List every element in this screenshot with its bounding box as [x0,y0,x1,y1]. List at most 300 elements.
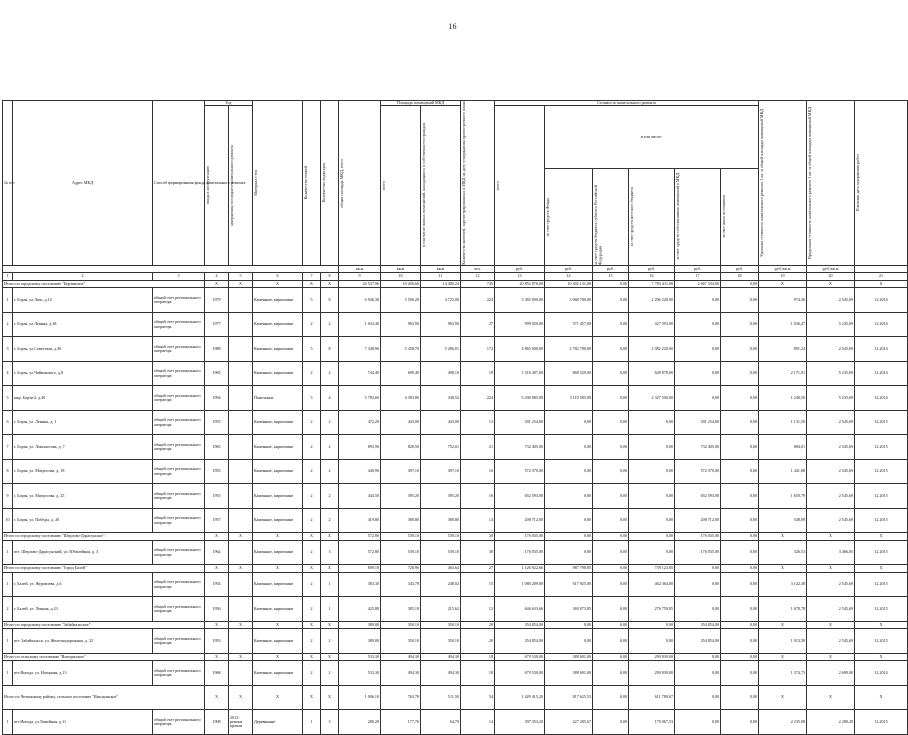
row-floors: 1 [303,710,321,735]
row-value: 5 458,70 [381,337,421,362]
row-method: общий счет регионального оператора [153,361,205,386]
subtotal-cell: X [229,280,253,288]
row-entrances: 2 [321,435,339,460]
row-value: 501 254,00 [495,410,545,435]
row-value: 2 545,69 [807,629,855,654]
row-year-last-repair: 2013-ремонт кровли [229,710,253,735]
row-value: 0,00 [721,361,759,386]
subtotal-cell: X [205,685,229,710]
row-year-last-repair [229,540,253,565]
row-value: 224 [461,386,495,411]
table-row [3,288,908,313]
row-entrances: 2 [321,410,339,435]
row-value: 0,00 [629,540,675,565]
subtotal-cell: X [229,685,253,710]
row-number: 1 [3,710,13,735]
row-value: 5 783,60 [339,386,381,411]
row-value: 354 854,00 [495,629,545,654]
subtotal-label: Итого по городскому поселению "Забайкальское": [3,621,205,629]
row-value: 4 383,80 [381,386,421,411]
column-number: 4 [205,273,229,281]
row-year-commission: 1994 [205,386,229,411]
row-value: 679 530,00 [495,661,545,686]
row-number: 1 [3,288,13,313]
row-value: 1 518 407,00 [495,361,545,386]
row-method: общий счет регионального оператора [153,710,205,735]
subtotal-row [3,533,908,541]
subtotal-cell: X [759,685,807,710]
row-method: общий счет регионального оператора [153,288,205,313]
row-year-commission: 1962 [205,540,229,565]
subtotal-cell: X [303,685,321,710]
table-row [3,661,908,686]
row-value: 572 370,00 [675,459,721,484]
row-value: 2 782 780,00 [545,337,593,362]
row-value: 397,10 [421,459,461,484]
column-number: 20 [807,273,855,281]
subtotal-label: Итого по Читинскому району, сельское поселение "Ингодинское" [3,685,205,710]
subtotal-cell: 54 [461,685,495,710]
subtotal-cell: 0,00 [593,280,629,288]
row-value: 5 286,01 [421,337,461,362]
row-value: 176 035,00 [675,540,721,565]
subtotal-cell: X [229,621,253,629]
row-value: 0,00 [675,572,721,597]
header-incl: в том числе: [545,106,759,168]
row-floors: 2 [303,410,321,435]
row-value: 0,00 [721,337,759,362]
row-value: 1 441,88 [759,459,807,484]
header-wall-material: Материал стен [253,170,258,196]
subtotal-cell: 290 839,00 [629,653,675,661]
row-method: общий счет регионального оператора [153,572,205,597]
subtotal-cell: 728,96 [381,565,421,573]
row-value: 649 878,00 [629,361,675,386]
row-address: г. Балей, ул. Журавлева, д.6 [13,572,153,597]
header-cost-all: всего [495,180,501,191]
row-method: общий счет регионального оператора [153,661,205,686]
row-entrances: 8 [321,337,339,362]
row-value: 0,00 [721,710,759,735]
row-value: 3 110 585,00 [545,386,593,411]
table-row [3,386,908,411]
row-year-commission: 1979 [205,288,229,313]
row-floors: 2 [303,629,321,654]
row-value: 0,00 [545,435,593,460]
row-value: 0,00 [629,629,675,654]
row-method: общий счет регионального оператора [153,484,205,509]
row-value: 0,00 [593,435,629,460]
subtotal-cell: X [321,653,339,661]
row-value: 0,00 [629,508,675,533]
subtotal-cell: 19 456,60 [381,280,421,288]
row-value: 0,00 [593,661,629,686]
table-row [3,540,908,565]
row-value: 0,00 [593,710,629,735]
subtotal-cell: X [807,533,855,541]
header-cost-region: за счет средств бюджета субъекта Российской Федерации [593,184,603,265]
header-area-all: всего [381,180,386,191]
row-floors: 5 [303,288,321,313]
row-floors: 2 [303,508,321,533]
row-value: 395,20 [381,484,421,509]
row-value: 893,90 [339,435,381,460]
row-value: 30 [461,540,495,565]
row-year-last-repair [229,435,253,460]
row-value: 20 [461,629,495,654]
row-number: 1 [3,572,13,597]
subtotal-cell: 0,00 [629,621,675,629]
column-number: 3 [153,273,205,281]
header-method: Способ формирования фонда капитального ремонта [153,101,205,266]
subtotal-cell: 763,78 [381,685,421,710]
row-value: 224 [461,288,495,313]
row-value: 0,00 [721,597,759,622]
row-value: 7 348,96 [339,337,381,362]
subtotal-cell: 745 [461,280,495,288]
row-year-commission: 1957 [205,508,229,533]
table-row [3,410,908,435]
row-value: 1 650,79 [759,484,807,509]
row-value: 280,20 [339,710,381,735]
unit-cell: руб. [495,265,545,273]
subtotal-cell: X [807,621,855,629]
column-number: 19 [759,273,807,281]
subtotal-cell: 30 [461,533,495,541]
subtotal-cell: X [855,533,908,541]
row-value: 18 [461,661,495,686]
row-year-commission: 1955 [205,484,229,509]
row-value: 350,10 [421,629,461,654]
row-value: 2 280,20 [807,710,855,735]
row-value: 350,10 [381,629,421,654]
row-wall-material: Каменные, кирпичные [253,435,303,460]
column-number: 8 [321,273,339,281]
column-number: 17 [675,273,721,281]
subtotal-cell: X [759,565,807,573]
row-value: 12.2014 [855,386,908,411]
row-value: 539,10 [381,540,421,565]
row-entrances: 3 [321,710,339,735]
table-row [3,597,908,622]
row-value: 5 235,69 [807,386,855,411]
row-value: 0,00 [593,597,629,622]
unit-cell: руб. [629,265,675,273]
row-value: 3 466,05 [807,540,855,565]
row-number: 2 [3,597,13,622]
row-value: 0,00 [545,410,593,435]
subtotal-cell: 809,18 [339,565,381,573]
row-address: г. Борзя, ул. Ломоносова, д. 7 [13,435,153,460]
row-entrances: 8 [321,288,339,313]
subtotal-cell: 0,00 [721,621,759,629]
row-address: пгт. Шерлово-Дарасунский, ул. Юбилейная, д. 3 [13,540,153,565]
row-floors: 2 [303,435,321,460]
row-method: общий счет регионального оператора [153,312,205,337]
subtotal-cell: X [855,621,908,629]
subtotal-cell: 7 783 411,00 [629,280,675,288]
column-numbers-row [3,273,908,281]
row-year-last-repair [229,337,253,362]
row-floors: 2 [303,459,321,484]
row-value: 0,00 [545,459,593,484]
subtotal-cell: X [303,280,321,288]
unit-cell: руб. [545,265,593,273]
subtotal-row [3,653,908,661]
subtotal-cell: 539,10 [381,533,421,541]
row-wall-material: Каменные, кирпичные [253,288,303,313]
subtotal-cell: 533,30 [339,653,381,661]
subtotal-cell: 354 854,00 [495,621,545,629]
row-year-commission: 1953 [205,629,229,654]
subtotal-cell: 388 691,00 [545,653,593,661]
table-row [3,484,908,509]
row-floors: 2 [303,484,321,509]
row-value: 343,78 [381,572,421,597]
row-entrances: 2 [321,484,339,509]
row-number: 10 [3,508,13,533]
subtotal-row [3,621,908,629]
column-number: 1 [3,273,13,281]
row-value: 472,20 [339,410,381,435]
row-value: 652 593,00 [495,484,545,509]
column-number: 10 [381,273,421,281]
row-value: 1 374,73 [759,661,807,686]
row-value: 27 [461,312,495,337]
subtotal-cell: 24 537,96 [339,280,381,288]
row-value: 2 296 220,00 [629,288,675,313]
row-value: 21 [461,435,495,460]
row-value: 0,00 [721,540,759,565]
subtotal-cell: X [205,565,229,573]
subtotal-cell: 1 006,10 [339,685,381,710]
row-number: 3 [3,337,13,362]
subtotal-cell: 739 123,85 [629,565,675,573]
subtotal-cell: 0,00 [721,565,759,573]
subtotal-cell: 0,00 [721,533,759,541]
row-entrances: 2 [321,459,339,484]
row-value: 0,00 [721,410,759,435]
row-year-commission: 1908 [205,710,229,735]
row-value: 0,00 [721,312,759,337]
subtotal-cell: 27 [461,565,495,573]
subtotal-cell: 176 035,00 [675,533,721,541]
row-value: 0,00 [675,661,721,686]
row-value: 0,00 [675,710,721,735]
row-value: 1 043,40 [339,312,381,337]
subtotal-cell: X [759,280,807,288]
header-year-group: Год [205,101,253,106]
subtotal-cell: 494,30 [381,653,421,661]
subtotal-cell: 1 429 415,20 [495,685,545,710]
row-address: г. Борзя, ул. Матросова, д. 25 [13,484,153,509]
row-value: 12 [461,597,495,622]
row-value: 389,00 [339,629,381,654]
row-number: 2 [3,312,13,337]
column-number: 7 [303,273,321,281]
column-number: 16 [629,273,675,281]
column-number: 5 [229,273,253,281]
capital-repair-table-wrapper [2,100,903,735]
row-address: г. Борзя, ул. Победы, д. 20 [13,508,153,533]
row-address: г. Балей, ул. Ленина, д.23 [13,597,153,622]
unit-cell: руб./кв.м [807,265,855,273]
row-value: 13 [461,410,495,435]
row-value: 963,90 [421,312,461,337]
row-address: мкр. Борзя-2, д.40 [13,386,153,411]
row-value: 14 [461,710,495,735]
row-value: 0,00 [721,386,759,411]
row-value: 0,00 [545,629,593,654]
subtotal-cell: 0,00 [593,621,629,629]
row-value: 0,00 [593,410,629,435]
subtotal-cell: X [855,685,908,710]
row-wall-material: Деревянные [253,710,303,735]
row-value: 18 [461,361,495,386]
row-value: 444,50 [339,484,381,509]
row-address: г. Борзя, ул.Ленина, д.38 [13,312,153,337]
row-method: общий счет регионального оператора [153,386,205,411]
row-value: 2 690,00 [807,661,855,686]
row-value: 369 873,85 [545,597,593,622]
subtotal-cell: 354 854,00 [675,621,721,629]
subtotal-cell: 0,00 [593,685,629,710]
header-cost-fund: за счет средств Фонда [545,197,551,237]
row-value: 6 946,30 [339,288,381,313]
row-number: 9 [3,484,13,509]
row-entrances: 2 [321,629,339,654]
row-value: 0,00 [629,410,675,435]
row-value: 4 865 000,00 [495,337,545,362]
row-wall-material: Каменные, кирпичные [253,361,303,386]
row-value: 12.2014 [855,361,908,386]
row-value: 732 405,00 [495,435,545,460]
row-value: 0,00 [593,508,629,533]
table-body [3,280,908,734]
row-value: 172 [461,337,495,362]
row-value: 12.2014 [855,661,908,686]
row-value: 177,76 [381,710,421,735]
row-value: 2 545,69 [807,484,855,509]
row-value: 0,00 [675,597,721,622]
row-wall-material: Каменные, кирпичные [253,597,303,622]
row-value: 0,00 [593,361,629,386]
header-floors: Количество этажей [303,166,308,200]
subtotal-cell: 817 625,53 [545,685,593,710]
subtotal-cell: 20 852 876,00 [495,280,545,288]
row-value: 16 [461,484,495,509]
row-number: 8 [3,459,13,484]
unit-cell: руб./кв.м [759,265,807,273]
subtotal-cell: X [759,653,807,661]
row-wall-material: Каменные, кирпичные [253,312,303,337]
header-cost-other: за счет иных источников [721,195,727,239]
row-number: 1 [3,629,13,654]
subtotal-cell: X [205,533,229,541]
row-wall-material: Каменные, кирпичные [253,661,303,686]
row-value: 5 506,20 [381,288,421,313]
row-number: 6 [3,410,13,435]
row-wall-material: Каменные, кирпичные [253,459,303,484]
subtotal-cell: 0,00 [675,685,721,710]
row-value: 494,30 [421,661,461,686]
header-limit-cost: Предельная стоимость капитального ремонта 1 кв. м общей площади помещений МКД [807,106,813,260]
row-entrances: 2 [321,661,339,686]
row-value: 0,00 [629,435,675,460]
row-value: 0,00 [593,312,629,337]
row-number: 7 [3,435,13,460]
row-year-commission: 1955 [205,459,229,484]
row-value: 571 457,00 [545,312,593,337]
row-value: 440,90 [339,459,381,484]
header-unit-cost: Удельная стоимость капитального ремонта 1 кв. м общей площади помещений МКД [759,108,765,257]
row-value: 12.2015 [855,435,908,460]
row-value: 16 [461,459,495,484]
row-value: 227 285,67 [545,710,593,735]
subtotal-cell: X [321,621,339,629]
row-value: 12.2015 [855,572,908,597]
column-number: 15 [593,273,629,281]
row-year-commission: 1988 [205,337,229,362]
header-residents: Количество жителей, зарегистрированных в МКД на дату утверждения краткосрочного плана [461,101,467,265]
row-method: общий счет регионального оператора [153,597,205,622]
row-wall-material: Каменные, кирпичные [253,484,303,509]
row-floors: 5 [303,386,321,411]
subtotal-cell: 14 400,24 [421,280,461,288]
header-area-citizens: в том числе жилых помещений, находящихся в собственности граждан [421,123,426,248]
row-value: 14 [461,508,495,533]
column-number: 9 [339,273,381,281]
subtotal-cell: 20 [461,621,495,629]
row-value: 12.2014 [855,288,908,313]
subtotal-cell: 0,00 [593,533,629,541]
unit-cell: руб. [721,265,759,273]
row-value: 0,00 [721,661,759,686]
column-number: 18 [721,273,759,281]
table-row [3,337,908,362]
row-wall-material: Каменные, кирпичные [253,410,303,435]
row-value: 0,00 [721,572,759,597]
header-year-last-repair: завершения последнего капитального ремонта [229,144,234,227]
subtotal-cell: X [253,565,303,573]
subtotal-cell: 679 530,00 [495,653,545,661]
row-entrances: 2 [321,312,339,337]
row-value: 419,80 [339,508,381,533]
subtotal-cell: X [759,533,807,541]
row-value: 533,30 [339,661,381,686]
row-value: 15 [461,572,495,597]
row-value: 868 529,00 [545,361,593,386]
table-row [3,312,908,337]
row-value: 0,00 [545,540,593,565]
subtotal-cell: X [253,621,303,629]
table-row [3,508,908,533]
row-value: 12.2014 [855,337,908,362]
subtotal-cell: X [303,565,321,573]
row-value: 5 235,69 [807,312,855,337]
row-value: 732 405,00 [675,435,721,460]
row-value: 2 545,69 [807,508,855,533]
subtotal-row [3,565,908,573]
row-value: 388 691,00 [545,661,593,686]
row-floors: 2 [303,312,321,337]
subtotal-cell: X [321,685,339,710]
row-value: 443,00 [421,410,461,435]
row-value: 617 925,00 [545,572,593,597]
row-value: 0,00 [721,435,759,460]
row-year-commission: 1955 [205,410,229,435]
row-value: 64,70 [421,710,461,735]
